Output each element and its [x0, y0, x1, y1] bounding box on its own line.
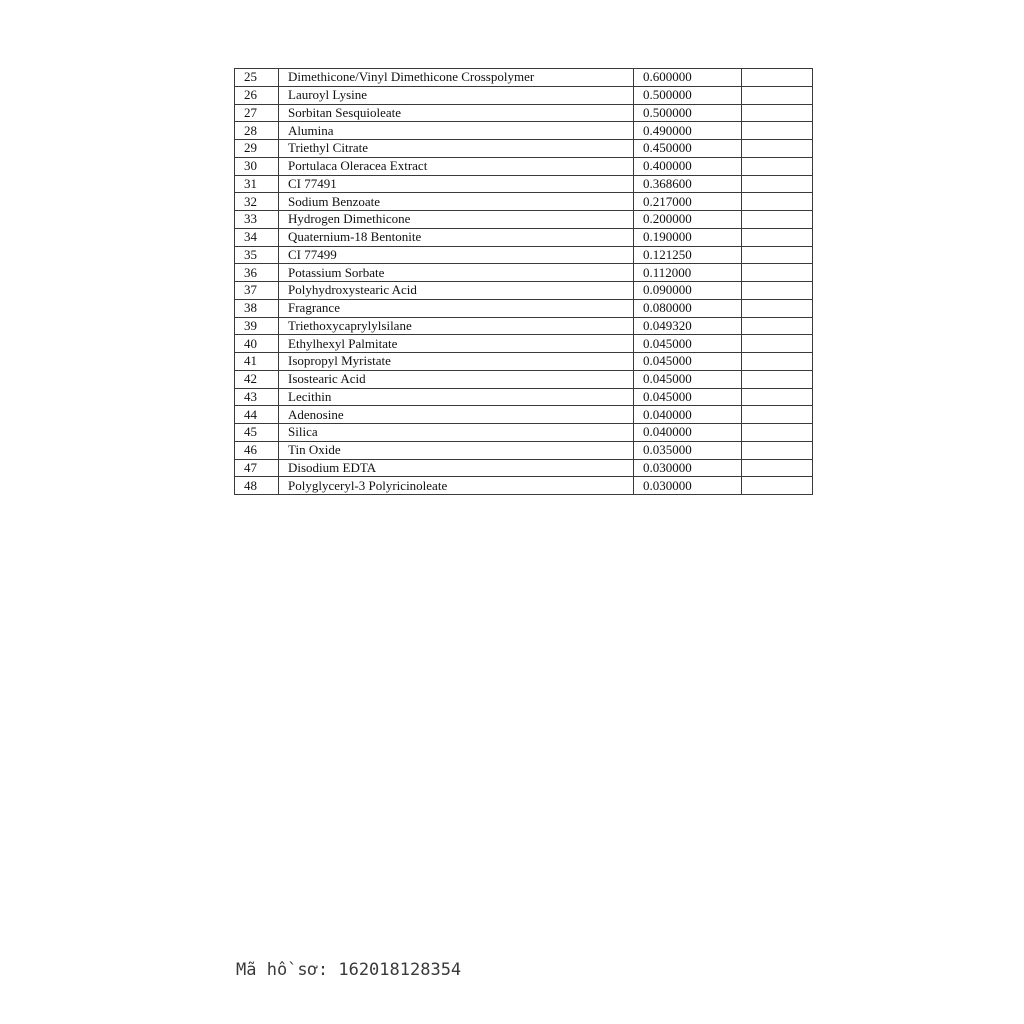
file-code-text: Mã hồ sơ: 162018128354 — [236, 960, 462, 980]
empty-note-cell — [742, 370, 813, 388]
ingredient-name: Isopropyl Myristate — [279, 353, 634, 371]
empty-note-cell — [742, 157, 813, 175]
ingredient-value: 0.112000 — [634, 264, 742, 282]
row-number: 38 — [235, 299, 279, 317]
ingredient-value: 0.040000 — [634, 424, 742, 442]
ingredient-value: 0.190000 — [634, 228, 742, 246]
row-number: 31 — [235, 175, 279, 193]
ingredient-value: 0.045000 — [634, 388, 742, 406]
row-number: 45 — [235, 424, 279, 442]
row-number: 32 — [235, 193, 279, 211]
row-number: 29 — [235, 140, 279, 158]
ingredient-name: Potassium Sorbate — [279, 264, 634, 282]
table-row — [235, 388, 813, 406]
ingredient-value: 0.600000 — [634, 69, 742, 87]
row-number: 39 — [235, 317, 279, 335]
table-row — [235, 228, 813, 246]
ingredient-name: CI 77499 — [279, 246, 634, 264]
empty-note-cell — [742, 388, 813, 406]
row-number: 46 — [235, 441, 279, 459]
ingredient-name: Polyhydroxystearic Acid — [279, 282, 634, 300]
ingredient-value: 0.045000 — [634, 335, 742, 353]
empty-note-cell — [742, 69, 813, 87]
empty-note-cell — [742, 299, 813, 317]
row-number: 36 — [235, 264, 279, 282]
ingredient-name: Sodium Benzoate — [279, 193, 634, 211]
table-row — [235, 69, 813, 87]
table-row — [235, 86, 813, 104]
empty-note-cell — [742, 459, 813, 477]
table-row — [235, 140, 813, 158]
ingredient-name: Sorbitan Sesquioleate — [279, 104, 634, 122]
table-row — [235, 264, 813, 282]
empty-note-cell — [742, 441, 813, 459]
ingredient-value: 0.045000 — [634, 353, 742, 371]
ingredient-name: Portulaca Oleracea Extract — [279, 157, 634, 175]
ingredient-value: 0.368600 — [634, 175, 742, 193]
table-row — [235, 282, 813, 300]
table-row — [235, 193, 813, 211]
empty-note-cell — [742, 317, 813, 335]
ingredient-value: 0.217000 — [634, 193, 742, 211]
row-number: 26 — [235, 86, 279, 104]
row-number: 33 — [235, 211, 279, 229]
empty-note-cell — [742, 211, 813, 229]
row-number: 37 — [235, 282, 279, 300]
ingredient-value: 0.500000 — [634, 86, 742, 104]
ingredient-name: Triethoxycaprylylsilane — [279, 317, 634, 335]
ingredient-name: Fragrance — [279, 299, 634, 317]
empty-note-cell — [742, 282, 813, 300]
empty-note-cell — [742, 424, 813, 442]
empty-note-cell — [742, 353, 813, 371]
empty-note-cell — [742, 122, 813, 140]
ingredient-name: Triethyl Citrate — [279, 140, 634, 158]
row-number: 40 — [235, 335, 279, 353]
ingredient-name: Alumina — [279, 122, 634, 140]
row-number: 30 — [235, 157, 279, 175]
empty-note-cell — [742, 335, 813, 353]
ingredient-name: Dimethicone/Vinyl Dimethicone Crosspolymer — [279, 69, 634, 87]
table-row — [235, 477, 813, 495]
empty-note-cell — [742, 264, 813, 282]
table-row — [235, 406, 813, 424]
table-row — [235, 353, 813, 371]
ingredient-value: 0.080000 — [634, 299, 742, 317]
ingredient-name: Lecithin — [279, 388, 634, 406]
table-row — [235, 317, 813, 335]
ingredient-name: Ethylhexyl Palmitate — [279, 335, 634, 353]
row-number: 42 — [235, 370, 279, 388]
ingredient-value: 0.400000 — [634, 157, 742, 175]
table-row — [235, 459, 813, 477]
ingredient-name: Disodium EDTA — [279, 459, 634, 477]
ingredient-name: Quaternium-18 Bentonite — [279, 228, 634, 246]
empty-note-cell — [742, 246, 813, 264]
row-number: 28 — [235, 122, 279, 140]
ingredient-name: Polyglyceryl-3 Polyricinoleate — [279, 477, 634, 495]
table-row — [235, 441, 813, 459]
table-row — [235, 246, 813, 264]
table-row — [235, 157, 813, 175]
table-row — [235, 104, 813, 122]
ingredient-value: 0.500000 — [634, 104, 742, 122]
row-number: 44 — [235, 406, 279, 424]
row-number: 41 — [235, 353, 279, 371]
ingredients-table — [234, 68, 813, 495]
empty-note-cell — [742, 477, 813, 495]
empty-note-cell — [742, 175, 813, 193]
row-number: 48 — [235, 477, 279, 495]
row-number: 34 — [235, 228, 279, 246]
empty-note-cell — [742, 193, 813, 211]
ingredient-value: 0.035000 — [634, 441, 742, 459]
ingredient-name: Adenosine — [279, 406, 634, 424]
ingredient-value: 0.049320 — [634, 317, 742, 335]
ingredient-value: 0.030000 — [634, 477, 742, 495]
ingredient-value: 0.030000 — [634, 459, 742, 477]
table-row — [235, 370, 813, 388]
ingredient-name: CI 77491 — [279, 175, 634, 193]
table-row — [235, 335, 813, 353]
row-number: 25 — [235, 69, 279, 87]
empty-note-cell — [742, 86, 813, 104]
table-row — [235, 211, 813, 229]
ingredient-name: Lauroyl Lysine — [279, 86, 634, 104]
ingredient-name: Silica — [279, 424, 634, 442]
empty-note-cell — [742, 140, 813, 158]
ingredient-value: 0.121250 — [634, 246, 742, 264]
ingredient-name: Hydrogen Dimethicone — [279, 211, 634, 229]
empty-note-cell — [742, 406, 813, 424]
ingredient-value: 0.045000 — [634, 370, 742, 388]
ingredient-name: Tin Oxide — [279, 441, 634, 459]
row-number: 27 — [235, 104, 279, 122]
row-number: 43 — [235, 388, 279, 406]
table-row — [235, 424, 813, 442]
row-number: 47 — [235, 459, 279, 477]
empty-note-cell — [742, 228, 813, 246]
table-row — [235, 299, 813, 317]
ingredient-value: 0.200000 — [634, 211, 742, 229]
ingredient-value: 0.450000 — [634, 140, 742, 158]
empty-note-cell — [742, 104, 813, 122]
ingredient-value: 0.090000 — [634, 282, 742, 300]
table-row — [235, 175, 813, 193]
ingredient-value: 0.490000 — [634, 122, 742, 140]
ingredients-table-body — [235, 69, 813, 495]
row-number: 35 — [235, 246, 279, 264]
ingredient-name: Isostearic Acid — [279, 370, 634, 388]
table-row — [235, 122, 813, 140]
ingredient-value: 0.040000 — [634, 406, 742, 424]
